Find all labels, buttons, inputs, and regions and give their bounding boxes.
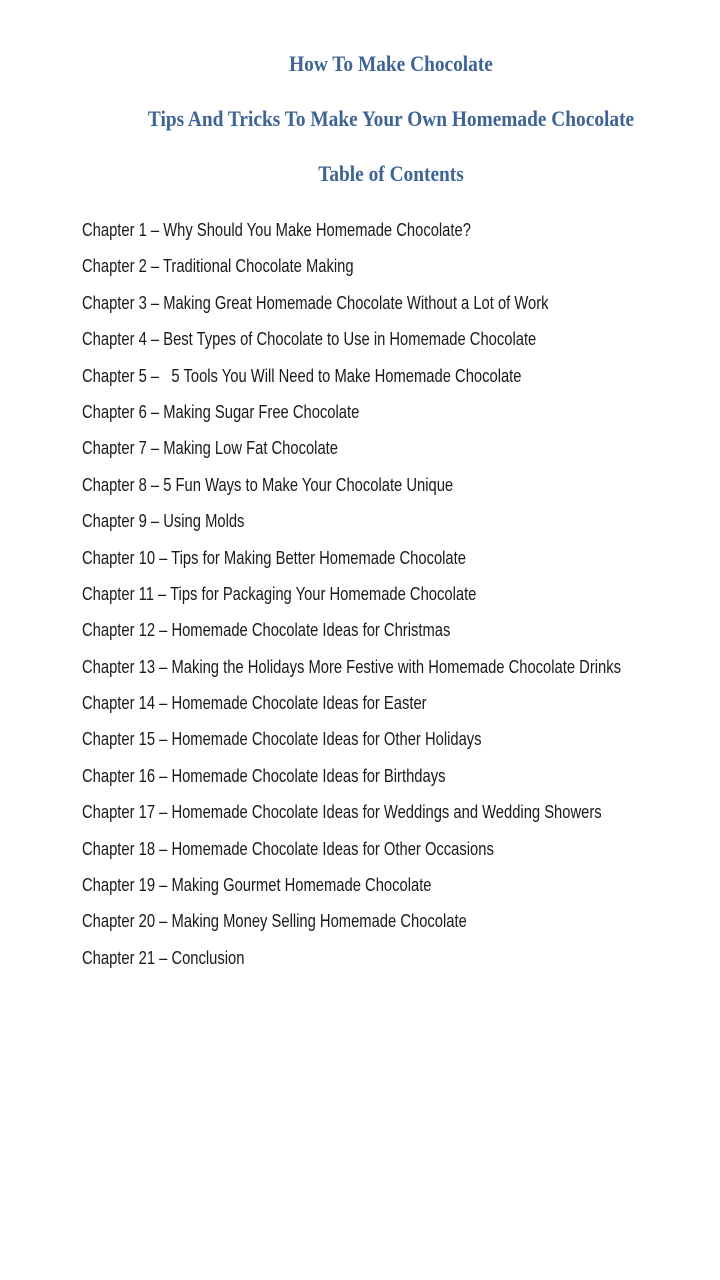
- toc-chapter-20: Chapter 20 – Making Money Selling Homemade Chocolate: [82, 911, 467, 932]
- toc-chapter-9: Chapter 9 – Using Molds: [82, 511, 245, 532]
- toc-chapter-14: Chapter 14 – Homemade Chocolate Ideas for Easter: [82, 693, 427, 714]
- toc-chapter-3: Chapter 3 – Making Great Homemade Chocolate Without a Lot of Work: [82, 292, 549, 313]
- toc-chapter-7: Chapter 7 – Making Low Fat Chocolate: [82, 438, 338, 459]
- toc-chapter-21: Chapter 21 – Conclusion: [82, 947, 245, 968]
- toc-chapter-12: Chapter 12 – Homemade Chocolate Ideas for Christmas: [82, 620, 451, 641]
- toc-chapter-2: Chapter 2 – Traditional Chocolate Making: [82, 256, 354, 277]
- toc-chapter-11: Chapter 11 – Tips for Packaging Your Homemade Chocolate: [82, 583, 477, 604]
- toc-chapter-15: Chapter 15 – Homemade Chocolate Ideas for Other Holidays: [82, 729, 482, 750]
- toc-chapter-5: Chapter 5 – 5 Tools You Will Need to Make Homemade Chocolate: [82, 365, 522, 386]
- document-subtitle: Tips And Tricks To Make Your Own Homemade Chocolate: [147, 106, 635, 131]
- toc-chapter-1: Chapter 1 – Why Should You Make Homemade Chocolate?: [82, 220, 471, 240]
- toc-chapter-17: Chapter 17 – Homemade Chocolate Ideas for Weddings and Wedding Showers: [82, 802, 602, 823]
- document-title: How To Make Chocolate: [289, 51, 493, 76]
- toc-chapter-8: Chapter 8 – 5 Fun Ways to Make Your Chocolate Unique: [82, 474, 454, 495]
- toc-chapter-4: Chapter 4 – Best Types of Chocolate to Use in Homemade Chocolate: [82, 329, 537, 350]
- toc-chapter-16: Chapter 16 – Homemade Chocolate Ideas for Birthdays: [82, 765, 446, 786]
- toc-chapter-18: Chapter 18 – Homemade Chocolate Ideas for Other Occasions: [82, 838, 494, 859]
- toc-heading: Table of Contents: [318, 161, 464, 186]
- table-of-contents: [82, 217, 720, 981]
- toc-chapter-13: Chapter 13 – Making the Holidays More Festive with Homemade Chocolate Drinks: [82, 656, 621, 677]
- toc-chapter-10: Chapter 10 – Tips for Making Better Homemade Chocolate: [82, 547, 466, 568]
- toc-chapter-6: Chapter 6 – Making Sugar Free Chocolate: [82, 401, 360, 422]
- toc-chapter-19: Chapter 19 – Making Gourmet Homemade Chocolate: [82, 875, 432, 896]
